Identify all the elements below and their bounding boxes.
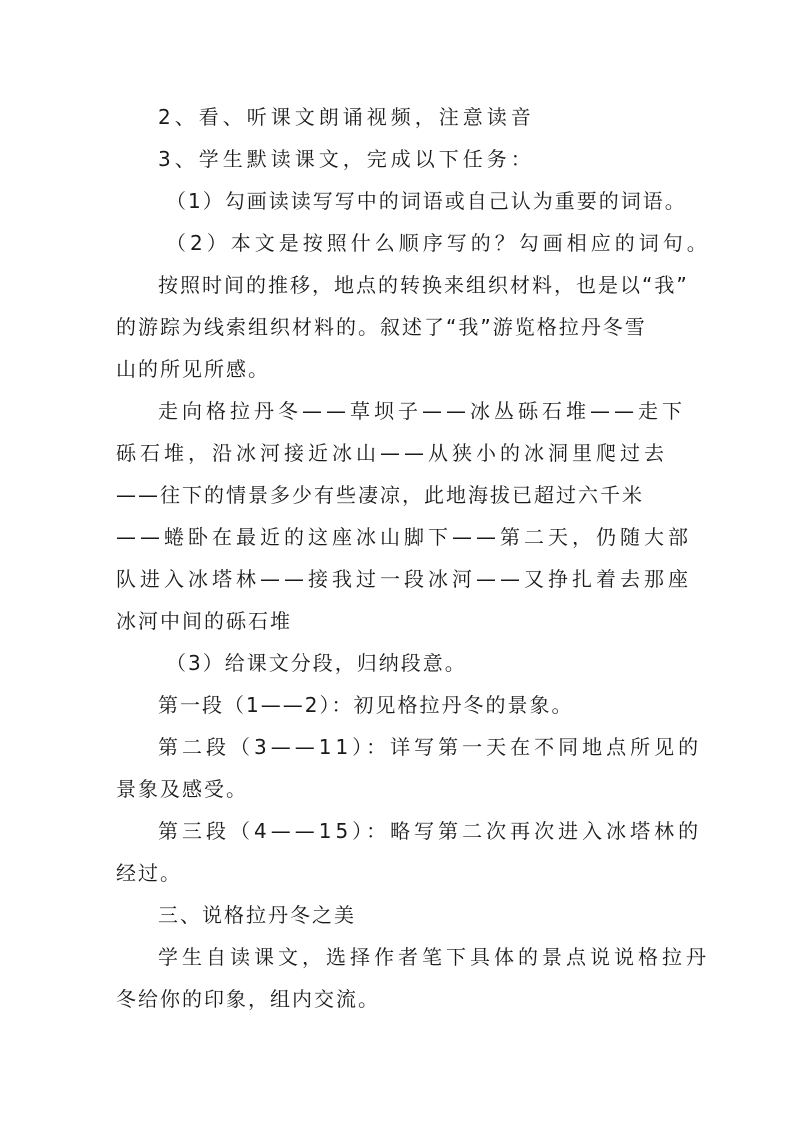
text-line: 走向格拉丹冬——草坝子——冰丛砾石堆——走下 <box>158 399 686 423</box>
text-line: 山的所见所感。 <box>116 357 270 381</box>
text-line: 按照时间的推移，地点的转换来组织材料，也是以“我” <box>158 273 689 297</box>
text-line: 2、看、听课文朗诵视频，注意读音 <box>158 105 535 129</box>
text-line: 景象及感受。 <box>116 777 248 801</box>
text-line: 冬给你的印象，组内交流。 <box>116 987 380 1011</box>
section-heading: 三、说格拉丹冬之美 <box>158 903 356 927</box>
text-line: 第一段（1——2）：初见格拉丹冬的景象。 <box>158 693 574 717</box>
text-line: 的游踪为线索组织材料的。叙述了“我”游览格拉丹冬雪 <box>116 315 647 339</box>
text-line: 第二段（3——11）：详写第一天在不同地点所见的 <box>158 735 703 759</box>
text-line: （2）本文是按照什么顺序写的？勾画相应的词句。 <box>166 231 711 255</box>
text-line: 3、学生默读课文，完成以下任务： <box>158 147 535 171</box>
text-line: 冰河中间的砾石堆 <box>116 609 292 633</box>
text-line: ——往下的情景多少有些凄凉，此地海拔已超过六千米 <box>116 483 644 507</box>
text-line: 经过。 <box>116 861 182 885</box>
text-line: 砾石堆，沿冰河接近冰山——从狭小的冰洞里爬过去 <box>116 441 668 465</box>
text-line: （3）给课文分段，归纳段意。 <box>166 651 467 675</box>
text-line: ——蜷卧在最近的这座冰山脚下——第二天，仍随大部 <box>116 525 692 549</box>
text-line: 第三段（4——15）：略写第二次再次进入冰塔林的 <box>158 819 703 843</box>
text-line: 学生自读课文，选择作者笔下具体的景点说说格拉丹 <box>158 945 710 969</box>
text-line: （1）勾画读读写写中的词语或自己认为重要的词语。 <box>166 189 687 213</box>
text-line: 队进入冰塔林——接我过一段冰河——又挣扎着去那座 <box>116 567 692 591</box>
